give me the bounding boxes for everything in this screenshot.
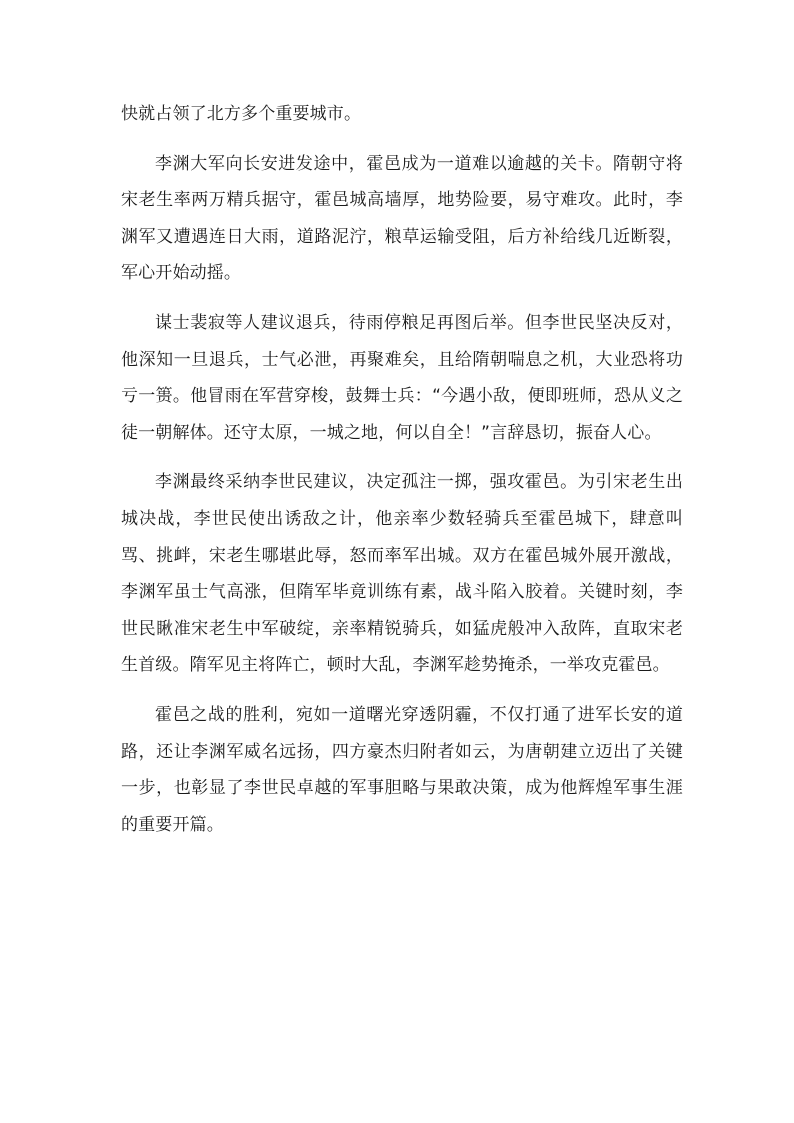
paragraph-retreat-debate: 谋士裴寂等人建议退兵，待雨停粮足再图后举。但李世民坚决反对，他深知一旦退兵，士气必泄，再聚难矣，且给隋朝喘息之机，大业恐将功亏一篑。他冒雨在军营穿梭，鼓舞士兵：“今遇小敌，便即班师，恐从义之徒一朝解体。还守太原，一城之地，何以自全！”言辞恳切，振奋人心。: [121, 312, 683, 443]
document-body: [121, 96, 683, 843]
paragraph-continuation: 快就占领了北方多个重要城市。: [121, 104, 362, 124]
paragraph-battle-of-huoyi: 李渊最终采纳李世民建议，决定孤注一掷，强攻霍邑。为引宋老生出城决战，李世民使出诱敌之计，他亲率少数轻骑兵至霍邑城下，肆意叫骂、挑衅，宋老生哪堪此辱，怒而率军出城。双方在霍邑城外展开激战，李渊军虽士气高涨，但隋军毕竟训练有素，战斗陷入胶着。关键时刻，李世民瞅准宋老生中军破绽，亲率精锐骑兵，如猛虎般冲入敌阵，直取宋老生首级。隋军见主将阵亡，顿时大乱，李渊军趁势掩杀，一举攻克霍邑。: [121, 472, 683, 676]
paragraph-huoyi-obstacle: 李渊大军向长安进发途中，霍邑成为一道难以逾越的关卡。隋朝守将宋老生率两万精兵据守，霍邑城高墙厚，地势险要，易守难攻。此时，李渊军又遭遇连日大雨，道路泥泞，粮草运输受阻，后方补给线几近断裂，军心开始动摇。: [121, 153, 683, 284]
paragraph-victory-significance: 霍邑之战的胜利，宛如一道曙光穿透阴霾，不仅打通了进军长安的道路，还让李渊军威名远扬，四方豪杰归附者如云，为唐朝建立迈出了关键一步，也彰显了李世民卓越的军事胆略与果敢决策，成为他辉煌军事生涯的重要开篇。: [121, 704, 683, 835]
